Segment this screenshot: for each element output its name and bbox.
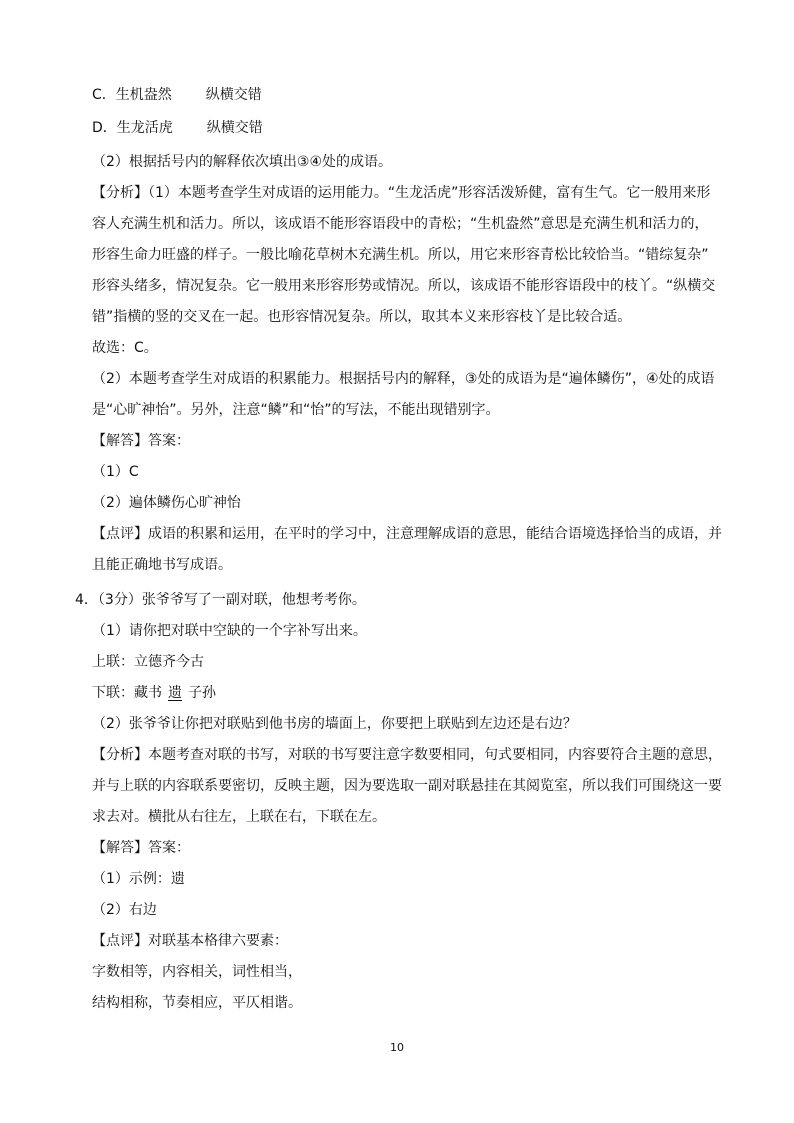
analysis-text: 错”指横的竖的交叉在一起。也形容情况复杂。所以，取其本义来形容枝丫是比较合适。 — [92, 309, 632, 325]
option-d — [92, 118, 263, 138]
analysis-text: （2）本题考查学生对成语的积累能力。根据括号内的解释，③处的成语为是“遍体鳞伤”，④处的成语 — [92, 371, 715, 387]
choice-result: 故选：C。 — [92, 340, 158, 356]
answer-item: （1）示例：遗 — [92, 871, 185, 887]
option-c-answer: 纵横交错 — [205, 87, 262, 103]
question-part-2: （2）根据括号内的解释依次填出③④处的成语。 — [92, 154, 393, 170]
comment-text: 且能正确地书写成语。 — [92, 557, 232, 573]
couplet-blank: 遗 — [168, 685, 182, 701]
answer-item: （2）遍体鳞伤心旷神怡 — [92, 495, 241, 511]
comment-text: 【点评】成语的积累和运用，在平时的学习中，注意理解成语的意思，能结合语境选择恰当的成语，并 — [92, 526, 722, 542]
analysis-text: 形容生命力旺盛的样子。一般比喻花草树木充满生机。所以，用它来形容青松比较恰当。“错综复杂” — [92, 247, 709, 263]
couplet-upper: 上联：立德齐今古 — [92, 654, 204, 670]
analysis-text: 【分析】本题考查对联的书写，对联的书写要注意字数要相同，句式要相同，内容要符合主题的意思， — [92, 747, 722, 763]
question-part-2: （2）张爷爷让你把对联贴到他书房的墙面上，你要把上联贴到左边还是右边？ — [92, 716, 577, 732]
couplet-lower-prefix: 下联：藏书 — [92, 685, 162, 701]
analysis-text: 并与上联的内容联系要密切，反映主题，因为要选取一副对联悬挂在其阅览室，所以我们可围绕这一要 — [92, 778, 722, 794]
comment-text: 【点评】对联基本格律六要素： — [92, 933, 288, 949]
option-d-answer: 纵横交错 — [206, 120, 263, 136]
analysis-text: 是“心旷神怡”。另外，注意“鳞”和“怡”的写法，不能出现错别字。 — [92, 402, 500, 418]
question-part-1: （1）请你把对联中空缺的一个字补写出来。 — [92, 623, 367, 639]
couplet-lower-suffix: 子孙 — [188, 685, 216, 701]
question-4-title: 4．（3分）张爷爷写了一副对联，他想考考你。 — [75, 592, 366, 608]
option-d-label: D．生龙活虎 — [92, 120, 173, 136]
comment-text: 字数相等，内容相关，词性相当， — [92, 964, 302, 980]
answer-item: （1）C — [92, 464, 139, 480]
analysis-text: 形容头绪多，情况复杂。它一般用来形容形势或情况。所以，该成语不能形容语段中的枝丫。“纵横交 — [92, 278, 716, 294]
analysis-text: 【分析】（1）本题考查学生对成语的运用能力。“生龙活虎”形容活泼矫健，富有生气。它一般用来形 — [92, 185, 711, 201]
answer-heading: 【解答】答案： — [92, 433, 190, 449]
comment-text: 结构相称，节奏相应，平仄相谐。 — [92, 995, 302, 1011]
analysis-text: 容人充满生机和活力。所以，该成语不能形容语段中的青松；“生机盎然”意思是充满生机和活力的， — [92, 216, 709, 232]
page-number: 10 — [390, 1041, 404, 1054]
answer-item: （2）右边 — [92, 902, 157, 918]
answer-heading: 【解答】答案： — [92, 840, 190, 856]
analysis-text: 求去对。横批从右往左，上联在右，下联在左。 — [92, 809, 386, 825]
couplet-lower — [92, 683, 216, 703]
option-c — [92, 85, 262, 105]
option-c-label: C．生机盎然 — [92, 87, 172, 103]
